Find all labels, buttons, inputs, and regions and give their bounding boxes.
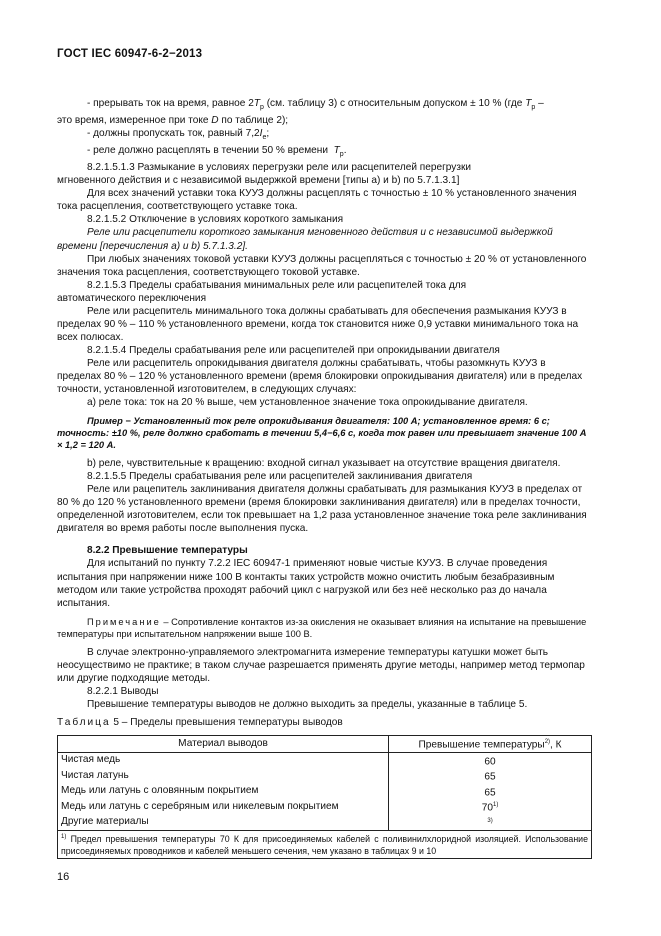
table-row	[58, 815, 592, 831]
table-cell-value: 70$^{1)}$	[389, 799, 592, 815]
section-heading: 8.2.1.5.2 Отключение в условиях короткого замыкания	[87, 214, 344, 226]
paragraph: мгновенного действия и с независимой выдержкой времени [типы а) и b) по 5.7.1.3.1]	[57, 175, 460, 187]
example-text: Пример − Установленный ток реле опрокидывания двигателя: 100 А; установленное время: 6 с; точность: ±10 %, реле должно сработать в течении 5,4−6,6 с, когда ток равен или превышает значение 100 А × 1,2 = 120 А.	[57, 416, 587, 451]
paragraph: Реле или рацепитель заклинивания двигателя должны срабатывать для размыкания КУУЗ в пределах от 80 % до 120 % установленного времени (время блокировки заклинивания двигателя) или в пределах точности, определенной изготовителем, если ток превышает на 1,2 раза установленное значение тока реле заклинивания двигателя во время работы после выполнения пуска.	[57, 484, 587, 535]
section-heading: 8.2.1.5.3 Пределы срабатывания минимальных реле или расцепителей тока для	[87, 279, 467, 291]
document-body	[57, 97, 592, 711]
table-cell-value: 3)	[389, 815, 592, 831]
table-cell-material: Чистая латунь	[58, 768, 389, 784]
section-heading: 8.2.1.5.5 Пределы срабатывания реле или расцепителей заклинивания двигателя	[87, 471, 473, 483]
table-footnote-row	[58, 831, 592, 859]
paragraph: В случае электронно-управляемого электромагнита измерение температуры катушки может быть неосуществимо не практике; в таком случае разрешается применять другие методы, например метод термопар или другие подходящие методы.	[57, 646, 585, 684]
table-footnote: $^{1)}$ Предел превышения температуры 70 К для присоединяемых кабелей с поливинилхлоридной изоляцией. Использование присоединяемых проводников и кабелей меньшего сечения, чем указано в таблицах 9 и 10	[58, 831, 592, 859]
table-header-temperature: Превышение температуры$^{2)}$, К	[389, 736, 592, 753]
paragraph: Для испытаний по пункту 7.2.2 IEC 60947-1 применяют новые чистые КУУЗ. В случае проведения испытания при напряжении ниже 100 В контакты таких устройств можно очистить любым безабразивным методом или такие устройства проходят рабочий цикл с нагрузкой или без неё несколько раз до начала испытания.	[57, 558, 555, 609]
document-header: ГОСТ IEC 60947-6-2−2013	[57, 48, 203, 60]
table-cell-material: Другие материалы	[58, 815, 389, 831]
section-heading: 8.2.1.5.4 Пределы срабатывания реле или расцепителей при опрокидывании двигателя	[87, 344, 500, 356]
note-text: – Сопротивление контактов из-за окисления не оказывает влияния на испытание на превышение температуры при испытательном напряжении выше 100 В.	[57, 616, 587, 639]
table-cell-material: Чистая медь	[58, 752, 389, 768]
temperature-table	[57, 735, 592, 859]
paragraph: 8.2.1.5.1.3 Размыкание в условиях перегрузки реле или расцепителей перегрузки	[87, 162, 471, 174]
table-caption	[57, 717, 343, 728]
paragraph: Реле или расцепитель минимального тока должны срабатывать для обеспечения размыкания КУУЗ в пределах 90 % – 110 % установленного времени, когда ток становится ниже 0,9 уставки минимального тока на всех полюсах.	[57, 305, 579, 343]
paragraph: - прерывать ток на время, равное $2T_р$ (см. таблицу 3) с относительным допуском ± 10 % (где $T_р$ –	[87, 98, 544, 112]
paragraph: Превышение температуры выводов не должно выходить за пределы, указанные в таблице 5.	[87, 698, 528, 710]
paragraph: Для всех значений уставки тока КУУЗ должны расцеплять с точностью ± 10 % установленного значения тока расцепления, соответствующего уставке тока.	[57, 188, 577, 213]
table-row	[58, 784, 592, 800]
paragraph: Реле или расцепитель опрокидывания двигателя должны срабатывать, чтобы разомкнуть КУУЗ в пределах 80 % – 120 % установленного времени (время блокировки опрокидывания двигателя) или в пределах точности, установленной изготовителем, в следующих случаях:	[57, 357, 583, 396]
table-caption-label: Таблица	[57, 717, 111, 728]
table-row	[58, 768, 592, 784]
paragraph: Реле или расцепители короткого замыкания мгновенного действия и с независимой выдержкой времени [перечисления а) и b) 5.7.1.3.2].	[57, 227, 553, 252]
table-cell-value: 65	[389, 784, 592, 800]
paragraph: - должны пропускать ток, равный $7,2I_e$;	[87, 128, 270, 142]
paragraph: b) реле, чувствительные к вращению: входной сигнал указывает на отсутствие вращения двигателя.	[87, 458, 561, 470]
table-cell-value: 60	[389, 752, 592, 768]
table-header-material: Материал выводов	[58, 736, 389, 753]
table-row	[58, 752, 592, 768]
table-cell-material: Медь или латунь с оловянным покрытием	[58, 784, 389, 800]
table-caption-text: 5 – Пределы превышения температуры выводов	[110, 717, 343, 728]
section-heading: автоматического переключения	[57, 292, 207, 304]
table-header-row	[58, 736, 592, 753]
section-heading: 8.2.2 Превышение температуры	[87, 545, 248, 557]
table-row	[58, 799, 592, 815]
page-number: 16	[57, 871, 70, 883]
table-cell-material: Медь или латунь с серебряным или никелевым покрытием	[58, 799, 389, 815]
section-heading: 8.2.2.1 Выводы	[87, 685, 159, 697]
table-cell-value: 65	[389, 768, 592, 784]
paragraph: а) реле тока: ток на 20 % выше, чем установленное значение тока опрокидывание двигателя.	[87, 397, 528, 409]
paragraph: При любых значениях токовой уставки КУУЗ должны расцепляться с точностью ± 20 % от установленного значения тока расцепления, соответствующего токовой уставке.	[57, 253, 587, 278]
note-label: Примечание	[87, 616, 161, 627]
paragraph: - реле должно расцеплять в течении 50 % времени $T_р$.	[87, 145, 347, 159]
paragraph: это время, измеренное при токе D по таблице 2);	[57, 115, 289, 127]
note	[57, 616, 592, 640]
